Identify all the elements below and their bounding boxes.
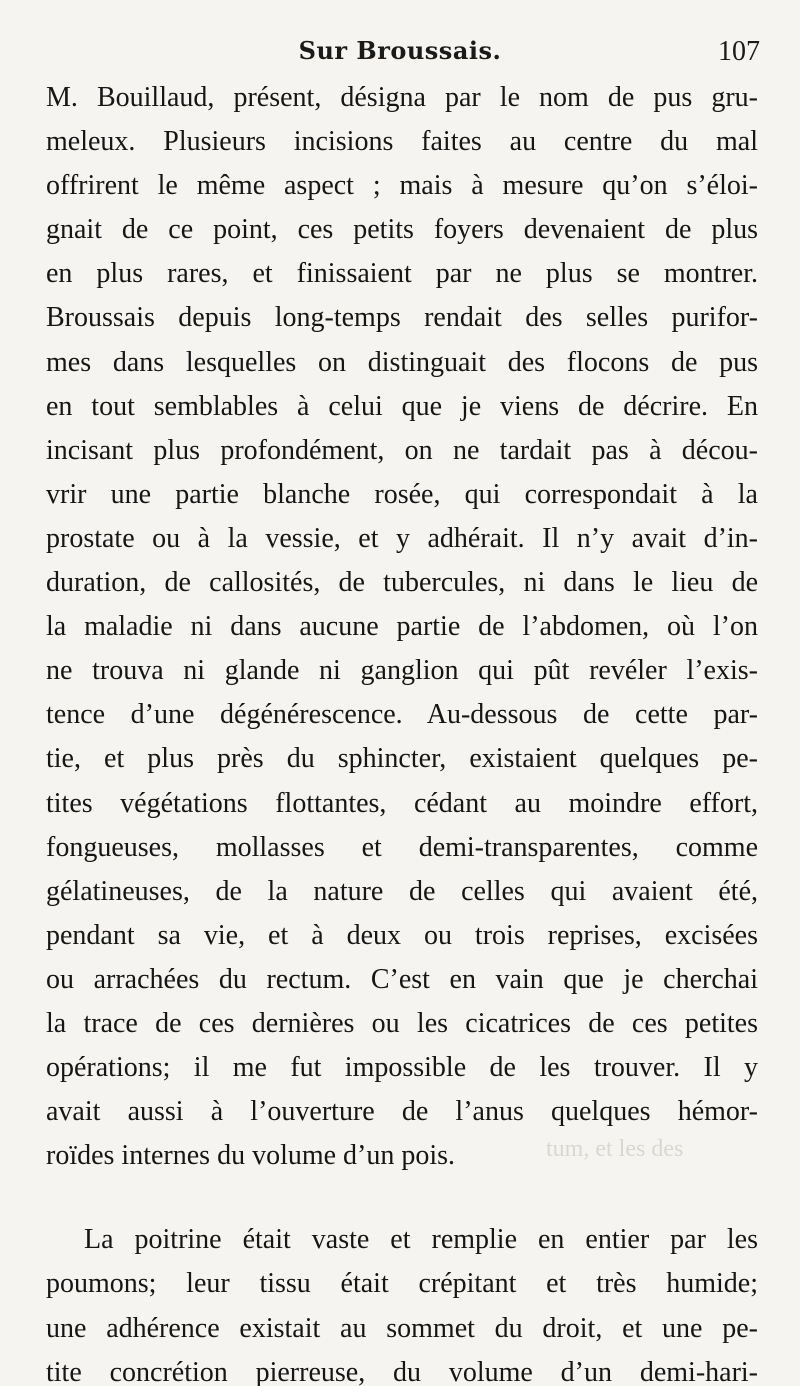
text-line: ne trouva ni glande ni ganglion qui pût revéler l’exis- (46, 655, 758, 687)
text-line: tite concrétion pierreuse, du volume d’un demi-hari- (46, 1356, 758, 1386)
text-line: pendant sa vie, et à deux ou trois reprises, excisées (46, 919, 758, 951)
text-line: offrirent le même aspect ; mais à mesure qu’on s’éloi- (46, 170, 758, 202)
text-line: avait aussi à l’ouverture de l’anus quelques hémor- (46, 1096, 758, 1128)
show-through-text: tum, et les des (546, 1136, 684, 1162)
text-line: prostate ou à la vessie, et y adhérait. Il n’y avait d’in- (46, 522, 758, 554)
text-line: roïdes internes du volume d’un pois. (46, 1140, 456, 1172)
text-line: tites végétations flottantes, cédant au moindre effort, (46, 787, 758, 819)
text-line: gnait de ce point, ces petits foyers devenaient de plus (46, 214, 758, 246)
running-title: Sur Broussais. (298, 36, 502, 65)
text-line: fongueuses, mollasses et demi-transparentes, comme (46, 831, 758, 863)
text-line: la trace de ces dernières ou les cicatrices de ces petites (46, 1007, 758, 1039)
paragraph (46, 76, 758, 1178)
text-line: mes dans lesquelles on distinguait des flocons de pus (46, 346, 758, 378)
text-line: en plus rares, et finissaient par ne plus se montrer. (46, 258, 758, 290)
text-line: gélatineuses, de la nature de celles qui avaient été, (46, 875, 758, 907)
text-line: poumons; leur tissu était crépitant et très humide; (46, 1268, 758, 1300)
text-line: en tout semblables à celui que je viens de décrire. En (46, 390, 758, 422)
body-text (46, 76, 758, 1386)
text-line: Broussais depuis long-temps rendait des selles purifor- (46, 302, 758, 334)
text-line: M. Bouillaud, présent, désigna par le nom de pus gru- (46, 82, 758, 113)
text-line: tence d’une dégénérescence. Au-dessous de cette par- (46, 699, 758, 731)
text-line: opérations; il me fut impossible de les trouver. Il y (46, 1052, 758, 1084)
text-line: incisant plus profondément, on ne tardait pas à décou- (46, 434, 758, 466)
text-line: vrir une partie blanche rosée, qui correspondait à la (46, 478, 758, 510)
text-line: la maladie ni dans aucune partie de l’abdomen, où l’on (46, 611, 758, 643)
paragraph-gap (46, 1178, 758, 1218)
paragraph (46, 1218, 758, 1386)
text-line: ou arrachées du rectum. C’est en vain que je cherchai (46, 963, 758, 995)
text-line: tie, et plus près du sphincter, existaient quelques pe- (46, 743, 758, 775)
text-line: duration, de callosités, de tubercules, ni dans le lieu de (46, 567, 758, 599)
page-header (44, 36, 760, 76)
page-number: 107 (718, 36, 760, 67)
text-line: une adhérence existait au sommet du droit, et une pe- (46, 1312, 758, 1344)
text-line: meleux. Plusieurs incisions faites au centre du mal (46, 126, 758, 158)
text-line: La poitrine était vaste et remplie en entier par les (84, 1224, 758, 1256)
